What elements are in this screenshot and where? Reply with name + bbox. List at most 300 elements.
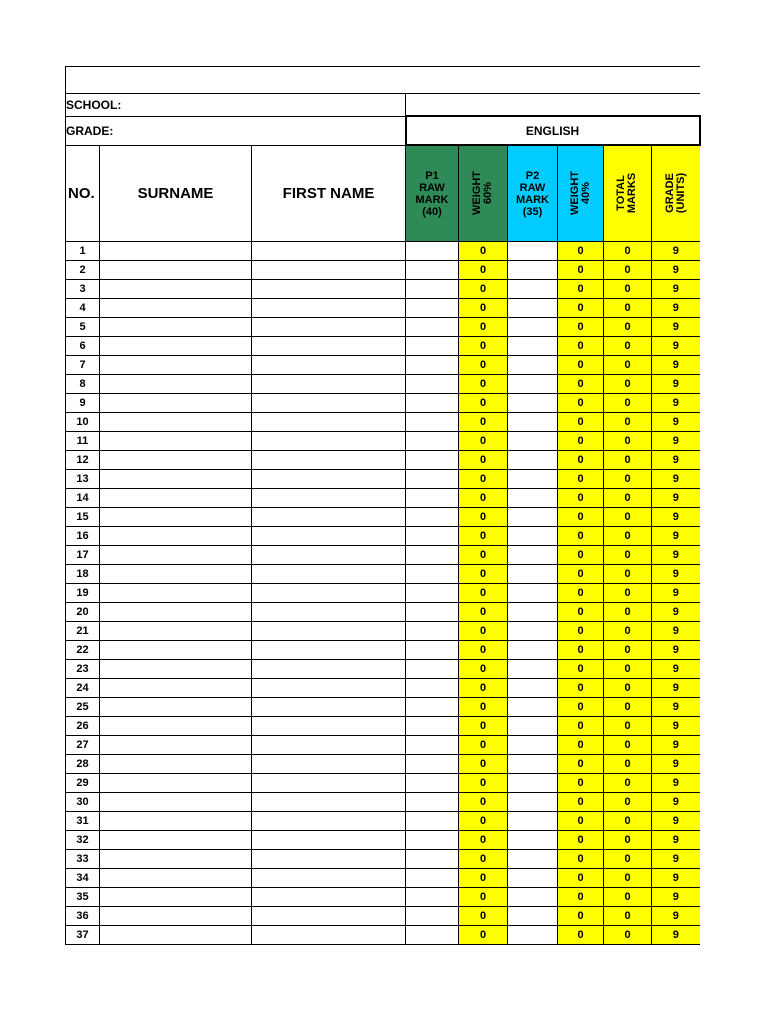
title-cell[interactable] bbox=[66, 67, 700, 94]
first-name-cell[interactable] bbox=[252, 831, 406, 850]
weight-60-cell: 0 bbox=[459, 451, 508, 470]
first-name-cell[interactable] bbox=[252, 527, 406, 546]
p2-raw-mark-cell[interactable] bbox=[508, 641, 558, 660]
p2-raw-mark-cell[interactable] bbox=[508, 318, 558, 337]
first-name-cell[interactable] bbox=[252, 584, 406, 603]
p1-raw-mark-cell[interactable] bbox=[406, 698, 459, 717]
surname-cell[interactable] bbox=[100, 432, 252, 451]
row-number: 19 bbox=[66, 584, 100, 603]
surname-cell[interactable] bbox=[100, 337, 252, 356]
student-row bbox=[66, 527, 700, 546]
weight-60-cell: 0 bbox=[459, 261, 508, 280]
surname-cell[interactable] bbox=[100, 717, 252, 736]
weight-40-cell: 0 bbox=[558, 261, 604, 280]
p1-raw-mark-cell[interactable] bbox=[406, 337, 459, 356]
p1-raw-mark-cell[interactable] bbox=[406, 831, 459, 850]
p1-raw-mark-cell[interactable] bbox=[406, 375, 459, 394]
row-number: 16 bbox=[66, 527, 100, 546]
total-marks-cell: 0 bbox=[604, 546, 652, 565]
school-value-cell[interactable] bbox=[406, 94, 700, 117]
first-name-cell[interactable] bbox=[252, 869, 406, 888]
p1-raw-mark-cell[interactable] bbox=[406, 736, 459, 755]
surname-cell[interactable] bbox=[100, 698, 252, 717]
weight-60-cell: 0 bbox=[459, 660, 508, 679]
total-marks-cell: 0 bbox=[604, 489, 652, 508]
surname-cell[interactable] bbox=[100, 812, 252, 831]
p1_raw-line: (40) bbox=[422, 205, 442, 218]
weight-40-cell: 0 bbox=[558, 242, 604, 261]
p2-raw-mark-cell[interactable] bbox=[508, 926, 558, 945]
weight-40-cell: 0 bbox=[558, 527, 604, 546]
surname-cell[interactable] bbox=[100, 451, 252, 470]
grade-units-cell: 9 bbox=[652, 432, 700, 451]
first-name-cell[interactable] bbox=[252, 546, 406, 565]
surname-cell[interactable] bbox=[100, 888, 252, 907]
p2-raw-mark-cell[interactable] bbox=[508, 888, 558, 907]
p1-raw-mark-cell[interactable] bbox=[406, 622, 459, 641]
grade-units-cell: 9 bbox=[652, 888, 700, 907]
first-name-cell[interactable] bbox=[252, 451, 406, 470]
header-total-marks bbox=[604, 145, 652, 242]
total-marks-cell: 0 bbox=[604, 470, 652, 489]
student-row bbox=[66, 888, 700, 907]
grade-units-cell: 9 bbox=[652, 679, 700, 698]
surname-cell[interactable] bbox=[100, 508, 252, 527]
surname-cell[interactable] bbox=[100, 603, 252, 622]
student-row bbox=[66, 337, 700, 356]
weight-40-cell: 0 bbox=[558, 926, 604, 945]
weight-60-cell: 0 bbox=[459, 470, 508, 489]
p2-raw-mark-cell[interactable] bbox=[508, 546, 558, 565]
first-name-cell[interactable] bbox=[252, 565, 406, 584]
total-line: MARKS bbox=[626, 172, 639, 213]
p2-raw-mark-cell[interactable] bbox=[508, 774, 558, 793]
surname-cell[interactable] bbox=[100, 660, 252, 679]
p2-raw-mark-cell[interactable] bbox=[508, 413, 558, 432]
weight-40-cell: 0 bbox=[558, 299, 604, 318]
p2-raw-mark-cell[interactable] bbox=[508, 812, 558, 831]
p1-raw-mark-cell[interactable] bbox=[406, 888, 459, 907]
header-p2-raw-mark bbox=[508, 145, 558, 242]
row-number: 8 bbox=[66, 375, 100, 394]
surname-cell[interactable] bbox=[100, 565, 252, 584]
p2-raw-mark-cell[interactable] bbox=[508, 755, 558, 774]
grade-units-cell: 9 bbox=[652, 831, 700, 850]
first-name-cell[interactable] bbox=[252, 299, 406, 318]
total-line: TOTAL bbox=[615, 174, 628, 211]
row-number: 35 bbox=[66, 888, 100, 907]
surname-cell[interactable] bbox=[100, 679, 252, 698]
grade-units-cell: 9 bbox=[652, 261, 700, 280]
weight-60-cell: 0 bbox=[459, 508, 508, 527]
row-number: 28 bbox=[66, 755, 100, 774]
row-number: 25 bbox=[66, 698, 100, 717]
student-row bbox=[66, 926, 700, 945]
surname-cell[interactable] bbox=[100, 755, 252, 774]
row-number: 4 bbox=[66, 299, 100, 318]
grade-units-cell: 9 bbox=[652, 698, 700, 717]
first-name-cell[interactable] bbox=[252, 660, 406, 679]
grade-units-cell: 9 bbox=[652, 413, 700, 432]
student-row bbox=[66, 774, 700, 793]
row-number: 1 bbox=[66, 242, 100, 261]
weight-60-cell: 0 bbox=[459, 527, 508, 546]
p1-raw-mark-cell[interactable] bbox=[406, 489, 459, 508]
student-row bbox=[66, 375, 700, 394]
surname-cell[interactable] bbox=[100, 869, 252, 888]
p1-raw-mark-cell[interactable] bbox=[406, 679, 459, 698]
weight-40-cell: 0 bbox=[558, 869, 604, 888]
surname-cell[interactable] bbox=[100, 242, 252, 261]
weight-40-cell: 0 bbox=[558, 755, 604, 774]
first-name-cell[interactable] bbox=[252, 717, 406, 736]
weight-60-cell: 0 bbox=[459, 280, 508, 299]
student-row bbox=[66, 508, 700, 527]
grade-units-cell: 9 bbox=[652, 299, 700, 318]
weight-40-cell: 0 bbox=[558, 907, 604, 926]
grade-units-cell: 9 bbox=[652, 622, 700, 641]
weight-40-cell: 0 bbox=[558, 451, 604, 470]
p1-raw-mark-cell[interactable] bbox=[406, 451, 459, 470]
surname-cell[interactable] bbox=[100, 584, 252, 603]
p2-raw-mark-cell[interactable] bbox=[508, 603, 558, 622]
first-name-cell[interactable] bbox=[252, 736, 406, 755]
first-name-cell[interactable] bbox=[252, 470, 406, 489]
surname-cell[interactable] bbox=[100, 394, 252, 413]
surname-cell[interactable] bbox=[100, 907, 252, 926]
grade-units-cell: 9 bbox=[652, 356, 700, 375]
p1-raw-mark-cell[interactable] bbox=[406, 907, 459, 926]
total-marks-cell: 0 bbox=[604, 584, 652, 603]
total-marks-cell: 0 bbox=[604, 641, 652, 660]
p1_raw-line: RAW bbox=[419, 181, 445, 194]
grade-units-cell: 9 bbox=[652, 508, 700, 527]
first-name-cell[interactable] bbox=[252, 907, 406, 926]
weight-40-cell: 0 bbox=[558, 394, 604, 413]
p1_raw-line: P1 bbox=[425, 169, 439, 182]
first-name-cell[interactable] bbox=[252, 926, 406, 945]
weight_40-line: WEIGHT bbox=[568, 170, 581, 215]
p1-raw-mark-cell[interactable] bbox=[406, 318, 459, 337]
p2-raw-mark-cell[interactable] bbox=[508, 261, 558, 280]
first-name-cell[interactable] bbox=[252, 432, 406, 451]
weight-60-cell: 0 bbox=[459, 375, 508, 394]
row-number: 24 bbox=[66, 679, 100, 698]
surname-cell[interactable] bbox=[100, 470, 252, 489]
student-row bbox=[66, 280, 700, 299]
first-name-cell[interactable] bbox=[252, 774, 406, 793]
first-name-cell[interactable] bbox=[252, 375, 406, 394]
first-name-cell[interactable] bbox=[252, 356, 406, 375]
p1-raw-mark-cell[interactable] bbox=[406, 394, 459, 413]
p2-raw-mark-cell[interactable] bbox=[508, 527, 558, 546]
weight-60-cell: 0 bbox=[459, 698, 508, 717]
first-name-cell[interactable] bbox=[252, 413, 406, 432]
grade-units-cell: 9 bbox=[652, 337, 700, 356]
weight-60-cell: 0 bbox=[459, 755, 508, 774]
surname-cell[interactable] bbox=[100, 622, 252, 641]
surname-cell[interactable] bbox=[100, 261, 252, 280]
grade-units-cell: 9 bbox=[652, 717, 700, 736]
student-row bbox=[66, 546, 700, 565]
total-marks-cell: 0 bbox=[604, 451, 652, 470]
p2-raw-mark-cell[interactable] bbox=[508, 451, 558, 470]
surname-cell[interactable] bbox=[100, 527, 252, 546]
surname-cell[interactable] bbox=[100, 413, 252, 432]
grade-units-cell: 9 bbox=[652, 736, 700, 755]
total-marks-cell: 0 bbox=[604, 755, 652, 774]
surname-cell[interactable] bbox=[100, 774, 252, 793]
weight-40-cell: 0 bbox=[558, 508, 604, 527]
p2-raw-mark-cell[interactable] bbox=[508, 907, 558, 926]
total-marks-cell: 0 bbox=[604, 717, 652, 736]
weight-60-cell: 0 bbox=[459, 565, 508, 584]
p1-raw-mark-cell[interactable] bbox=[406, 869, 459, 888]
total-marks-cell: 0 bbox=[604, 413, 652, 432]
weight-40-cell: 0 bbox=[558, 432, 604, 451]
first-name-cell[interactable] bbox=[252, 242, 406, 261]
weight-60-cell: 0 bbox=[459, 356, 508, 375]
surname-cell[interactable] bbox=[100, 546, 252, 565]
first-name-cell[interactable] bbox=[252, 261, 406, 280]
row-number: 32 bbox=[66, 831, 100, 850]
p2-raw-mark-cell[interactable] bbox=[508, 242, 558, 261]
p2-raw-mark-cell[interactable] bbox=[508, 337, 558, 356]
weight_60-line: 60% bbox=[482, 181, 494, 204]
grade-units-cell: 9 bbox=[652, 793, 700, 812]
p1-raw-mark-cell[interactable] bbox=[406, 926, 459, 945]
p2-raw-mark-cell[interactable] bbox=[508, 850, 558, 869]
first-name-cell[interactable] bbox=[252, 850, 406, 869]
weight-40-cell: 0 bbox=[558, 337, 604, 356]
first-name-cell[interactable] bbox=[252, 793, 406, 812]
total-marks-cell: 0 bbox=[604, 394, 652, 413]
total-marks-cell: 0 bbox=[604, 907, 652, 926]
p1-raw-mark-cell[interactable] bbox=[406, 660, 459, 679]
student-row bbox=[66, 736, 700, 755]
p1-raw-mark-cell[interactable] bbox=[406, 755, 459, 774]
weight-40-cell: 0 bbox=[558, 641, 604, 660]
grade-units-cell: 9 bbox=[652, 926, 700, 945]
p2-raw-mark-cell[interactable] bbox=[508, 869, 558, 888]
p1_raw-line: MARK bbox=[415, 193, 449, 206]
total-marks-cell: 0 bbox=[604, 660, 652, 679]
weight-40-cell: 0 bbox=[558, 470, 604, 489]
student-row bbox=[66, 869, 700, 888]
p1-raw-mark-cell[interactable] bbox=[406, 261, 459, 280]
total-marks-cell: 0 bbox=[604, 926, 652, 945]
p1-raw-mark-cell[interactable] bbox=[406, 242, 459, 261]
p1-raw-mark-cell[interactable] bbox=[406, 774, 459, 793]
p1-raw-mark-cell[interactable] bbox=[406, 299, 459, 318]
grade-row bbox=[66, 116, 700, 145]
p1-raw-mark-cell[interactable] bbox=[406, 565, 459, 584]
surname-cell[interactable] bbox=[100, 850, 252, 869]
total-marks-cell: 0 bbox=[604, 679, 652, 698]
p2-raw-mark-cell[interactable] bbox=[508, 717, 558, 736]
total-marks-cell: 0 bbox=[604, 774, 652, 793]
first-name-cell[interactable] bbox=[252, 755, 406, 774]
p1-raw-mark-cell[interactable] bbox=[406, 641, 459, 660]
p1-raw-mark-cell[interactable] bbox=[406, 850, 459, 869]
row-number: 2 bbox=[66, 261, 100, 280]
total-marks-cell: 0 bbox=[604, 280, 652, 299]
surname-cell[interactable] bbox=[100, 736, 252, 755]
row-number: 31 bbox=[66, 812, 100, 831]
p2_raw-line: P2 bbox=[525, 169, 540, 182]
p2-raw-mark-cell[interactable] bbox=[508, 432, 558, 451]
p2-raw-mark-cell[interactable] bbox=[508, 831, 558, 850]
student-row bbox=[66, 242, 700, 261]
p2-raw-mark-cell[interactable] bbox=[508, 394, 558, 413]
p2-raw-mark-cell[interactable] bbox=[508, 793, 558, 812]
surname-cell[interactable] bbox=[100, 318, 252, 337]
p1-raw-mark-cell[interactable] bbox=[406, 584, 459, 603]
first-name-cell[interactable] bbox=[252, 812, 406, 831]
student-row bbox=[66, 565, 700, 584]
p1-raw-mark-cell[interactable] bbox=[406, 527, 459, 546]
p2-raw-mark-cell[interactable] bbox=[508, 622, 558, 641]
p2-raw-mark-cell[interactable] bbox=[508, 660, 558, 679]
weight-40-cell: 0 bbox=[558, 736, 604, 755]
weight-40-cell: 0 bbox=[558, 888, 604, 907]
weight-40-cell: 0 bbox=[558, 850, 604, 869]
p1-raw-mark-cell[interactable] bbox=[406, 546, 459, 565]
student-row bbox=[66, 907, 700, 926]
first-name-cell[interactable] bbox=[252, 641, 406, 660]
weight-40-cell: 0 bbox=[558, 831, 604, 850]
p2_raw-line: MARK bbox=[516, 193, 549, 206]
p1-raw-mark-cell[interactable] bbox=[406, 356, 459, 375]
row-number: 22 bbox=[66, 641, 100, 660]
p2-raw-mark-cell[interactable] bbox=[508, 508, 558, 527]
p1-raw-mark-cell[interactable] bbox=[406, 432, 459, 451]
p2-raw-mark-cell[interactable] bbox=[508, 584, 558, 603]
student-row bbox=[66, 679, 700, 698]
p2-raw-mark-cell[interactable] bbox=[508, 280, 558, 299]
p1-raw-mark-cell[interactable] bbox=[406, 812, 459, 831]
row-number: 9 bbox=[66, 394, 100, 413]
p1-raw-mark-cell[interactable] bbox=[406, 470, 459, 489]
weight-40-cell: 0 bbox=[558, 812, 604, 831]
first-name-cell[interactable] bbox=[252, 679, 406, 698]
first-name-cell[interactable] bbox=[252, 489, 406, 508]
p2-raw-mark-cell[interactable] bbox=[508, 698, 558, 717]
first-name-cell[interactable] bbox=[252, 318, 406, 337]
surname-cell[interactable] bbox=[100, 641, 252, 660]
marksheet bbox=[65, 66, 701, 945]
weight-60-cell: 0 bbox=[459, 717, 508, 736]
surname-cell[interactable] bbox=[100, 926, 252, 945]
grade-units-cell: 9 bbox=[652, 907, 700, 926]
first-name-cell[interactable] bbox=[252, 622, 406, 641]
student-row bbox=[66, 356, 700, 375]
weight-60-cell: 0 bbox=[459, 888, 508, 907]
weight-60-cell: 0 bbox=[459, 679, 508, 698]
grade-units-cell: 9 bbox=[652, 318, 700, 337]
first-name-cell[interactable] bbox=[252, 888, 406, 907]
student-row bbox=[66, 470, 700, 489]
p2-raw-mark-cell[interactable] bbox=[508, 470, 558, 489]
surname-cell[interactable] bbox=[100, 831, 252, 850]
p2_raw-line: RAW bbox=[519, 181, 546, 194]
row-number: 33 bbox=[66, 850, 100, 869]
surname-cell[interactable] bbox=[100, 280, 252, 299]
column-header-row bbox=[66, 145, 700, 242]
weight-40-cell: 0 bbox=[558, 584, 604, 603]
row-number: 21 bbox=[66, 622, 100, 641]
p2-raw-mark-cell[interactable] bbox=[508, 679, 558, 698]
weight-40-cell: 0 bbox=[558, 679, 604, 698]
total-marks-cell: 0 bbox=[604, 831, 652, 850]
grade-units-cell: 9 bbox=[652, 546, 700, 565]
p1-raw-mark-cell[interactable] bbox=[406, 603, 459, 622]
grade-units-cell: 9 bbox=[652, 774, 700, 793]
first-name-cell[interactable] bbox=[252, 603, 406, 622]
total-marks-cell: 0 bbox=[604, 318, 652, 337]
p2-raw-mark-cell[interactable] bbox=[508, 489, 558, 508]
surname-cell[interactable] bbox=[100, 356, 252, 375]
p2-raw-mark-cell[interactable] bbox=[508, 356, 558, 375]
p2-raw-mark-cell[interactable] bbox=[508, 299, 558, 318]
surname-cell[interactable] bbox=[100, 375, 252, 394]
total-marks-cell: 0 bbox=[604, 888, 652, 907]
weight-40-cell: 0 bbox=[558, 717, 604, 736]
weight-60-cell: 0 bbox=[459, 584, 508, 603]
first-name-cell[interactable] bbox=[252, 698, 406, 717]
header-p1-raw-mark bbox=[406, 145, 459, 242]
p1-raw-mark-cell[interactable] bbox=[406, 280, 459, 299]
total-marks-cell: 0 bbox=[604, 850, 652, 869]
row-number: 11 bbox=[66, 432, 100, 451]
total-marks-cell: 0 bbox=[604, 698, 652, 717]
first-name-cell[interactable] bbox=[252, 394, 406, 413]
p1-raw-mark-cell[interactable] bbox=[406, 793, 459, 812]
p1-raw-mark-cell[interactable] bbox=[406, 717, 459, 736]
weight-40-cell: 0 bbox=[558, 698, 604, 717]
student-row bbox=[66, 660, 700, 679]
student-row bbox=[66, 641, 700, 660]
student-row bbox=[66, 755, 700, 774]
weight-40-cell: 0 bbox=[558, 793, 604, 812]
surname-cell[interactable] bbox=[100, 299, 252, 318]
weight-60-cell: 0 bbox=[459, 774, 508, 793]
p2-raw-mark-cell[interactable] bbox=[508, 736, 558, 755]
p2-raw-mark-cell[interactable] bbox=[508, 375, 558, 394]
surname-cell[interactable] bbox=[100, 489, 252, 508]
student-row bbox=[66, 451, 700, 470]
p1-raw-mark-cell[interactable] bbox=[406, 508, 459, 527]
surname-cell[interactable] bbox=[100, 793, 252, 812]
first-name-cell[interactable] bbox=[252, 280, 406, 299]
student-row bbox=[66, 698, 700, 717]
grade-units-cell: 9 bbox=[652, 584, 700, 603]
grade-units-cell: 9 bbox=[652, 660, 700, 679]
weight-60-cell: 0 bbox=[459, 812, 508, 831]
p2-raw-mark-cell[interactable] bbox=[508, 565, 558, 584]
grade-units-cell: 9 bbox=[652, 394, 700, 413]
weight-40-cell: 0 bbox=[558, 489, 604, 508]
weight-40-cell: 0 bbox=[558, 546, 604, 565]
weight-60-cell: 0 bbox=[459, 831, 508, 850]
row-number: 14 bbox=[66, 489, 100, 508]
weight_60-line: WEIGHT bbox=[471, 170, 483, 215]
first-name-cell[interactable] bbox=[252, 337, 406, 356]
first-name-cell[interactable] bbox=[252, 508, 406, 527]
student-row bbox=[66, 299, 700, 318]
header-surname: SURNAME bbox=[100, 145, 252, 242]
p1-raw-mark-cell[interactable] bbox=[406, 413, 459, 432]
